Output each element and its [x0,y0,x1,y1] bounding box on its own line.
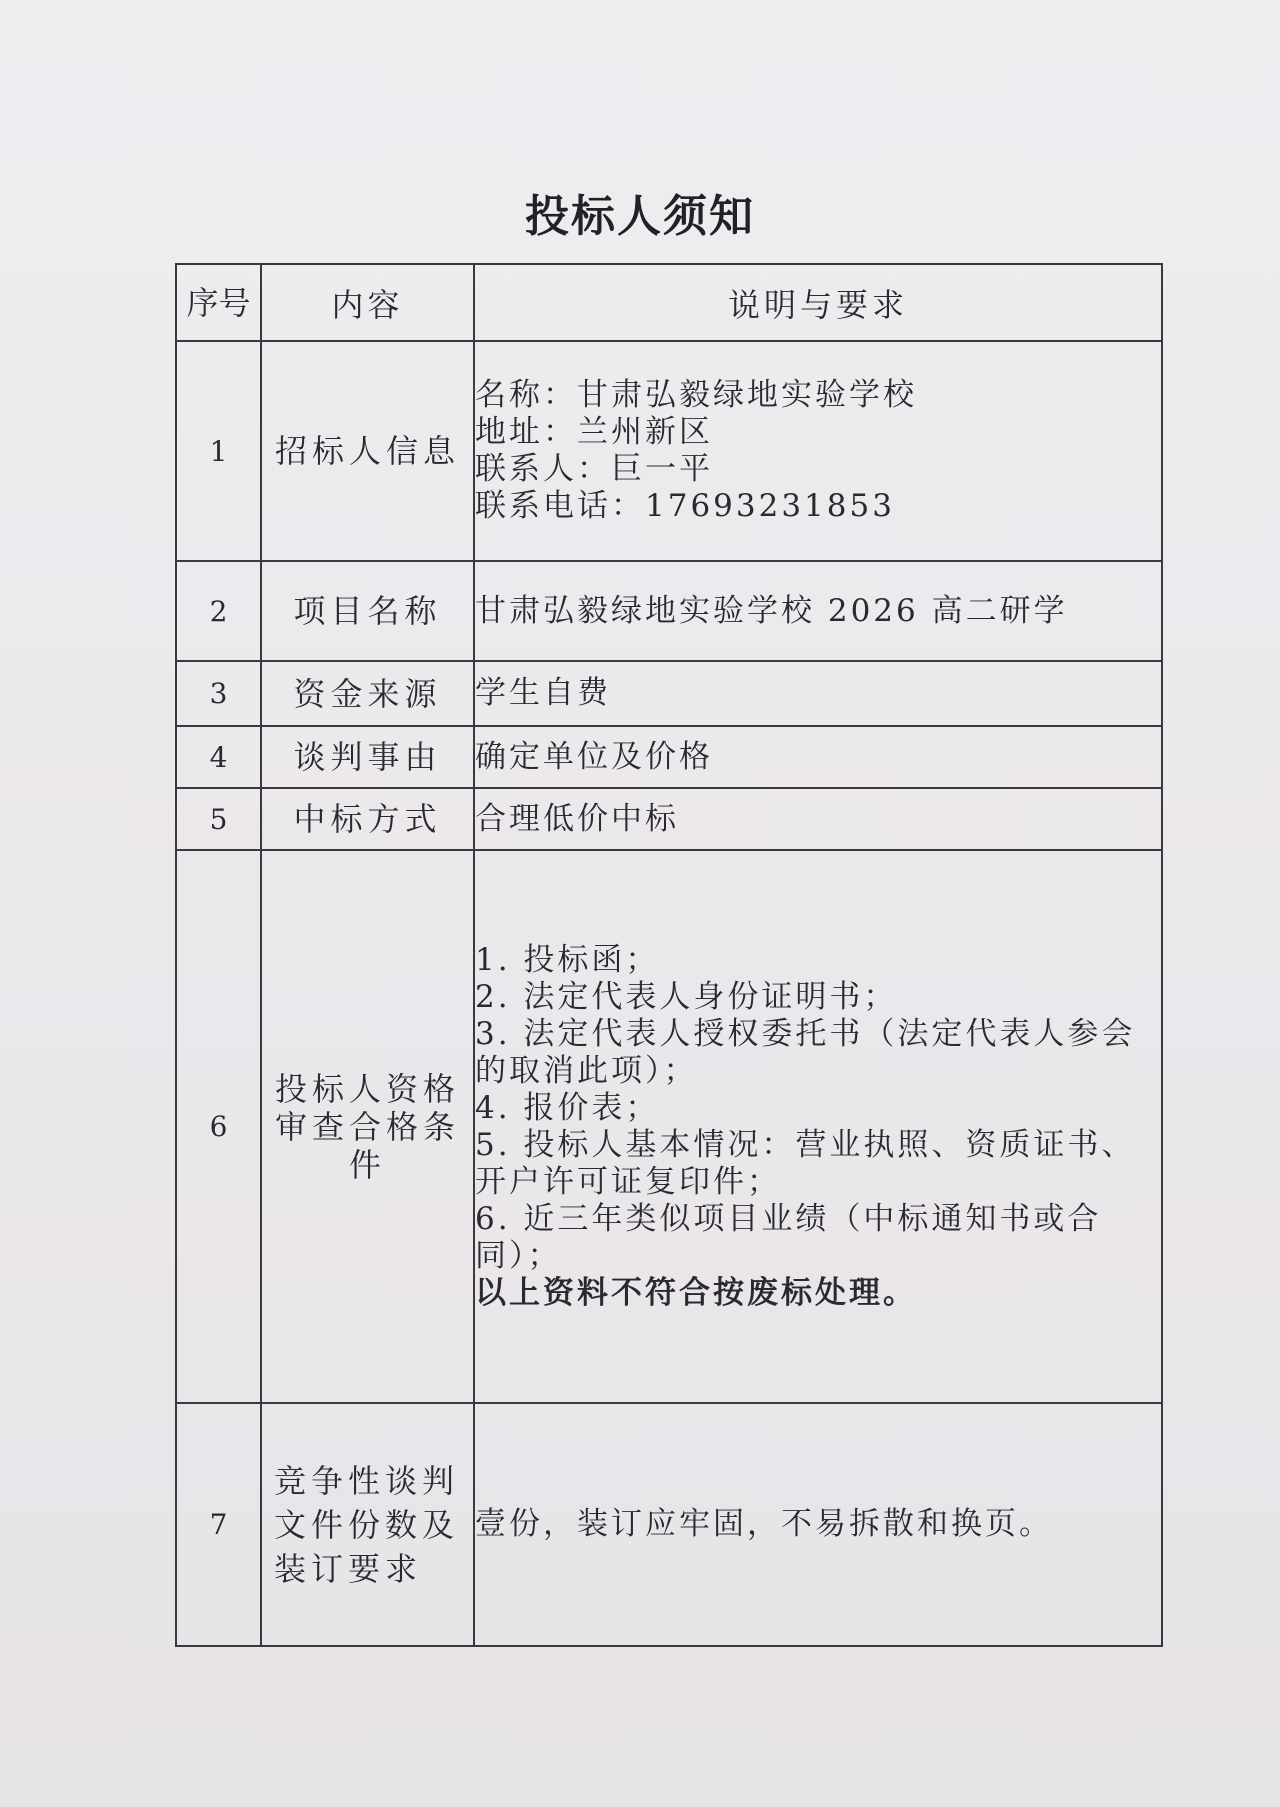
header-content: 内容 [261,264,474,341]
disqualification-note: 以上资料不符合按废标处理。 [475,1274,917,1311]
bidder-notice-table [175,263,1163,1647]
tenderer-phone: 联系电话：17693231853 [475,488,895,524]
table-row [176,661,1162,726]
row-number: 6 [176,850,261,1403]
row-description: 甘肃弘毅绿地实验学校 2026 高二研学 [474,561,1162,661]
row-item: 中标方式 [261,788,474,850]
table-row [176,341,1162,561]
requirement-item: 5. 投标人基本情况：营业执照、资质证书、开户许可证复印件； [475,1126,1136,1200]
row-number: 5 [176,788,261,850]
row-item: 项目名称 [261,561,474,661]
row-number: 2 [176,561,261,661]
row-item: 招标人信息 [261,341,474,561]
row-description [474,341,1162,561]
row-number: 3 [176,661,261,726]
row-item: 资金来源 [261,661,474,726]
tenderer-contact: 联系人：巨一平 [475,451,713,487]
table-header-row [176,264,1162,341]
requirement-item: 2. 法定代表人身份证明书； [475,978,898,1015]
table-row [176,850,1162,1403]
requirement-item: 3. 法定代表人授权委托书（法定代表人参会的取消此项）； [475,1015,1136,1089]
row-description: 学生自费 [474,661,1162,726]
row-number: 4 [176,726,261,788]
row-description: 壹份，装订应牢固，不易拆散和换页。 [474,1403,1162,1646]
table-row [176,561,1162,661]
row-description: 确定单位及价格 [474,726,1162,788]
table-row [176,788,1162,850]
row-description: 合理低价中标 [474,788,1162,850]
row-item: 投标人资格审查合格条件 [261,850,474,1403]
page-title: 投标人须知 [525,191,755,242]
header-description: 说明与要求 [474,264,1162,341]
table-row [176,726,1162,788]
requirement-item: 6. 近三年类似项目业绩（中标通知书或合同）； [475,1200,1102,1274]
requirement-item: 4. 报价表； [475,1089,660,1126]
tenderer-address: 地址：兰州新区 [475,414,713,450]
row-number: 7 [176,1403,261,1646]
row-item: 竞争性谈判文件份数及装订要求 [261,1403,474,1646]
row-number: 1 [176,341,261,561]
tenderer-name: 名称：甘肃弘毅绿地实验学校 [475,377,917,413]
requirement-item: 1. 投标函； [475,941,660,978]
row-item: 谈判事由 [261,726,474,788]
header-serial-number: 序号 [176,264,261,341]
row-description [474,850,1162,1403]
table-row [176,1403,1162,1646]
